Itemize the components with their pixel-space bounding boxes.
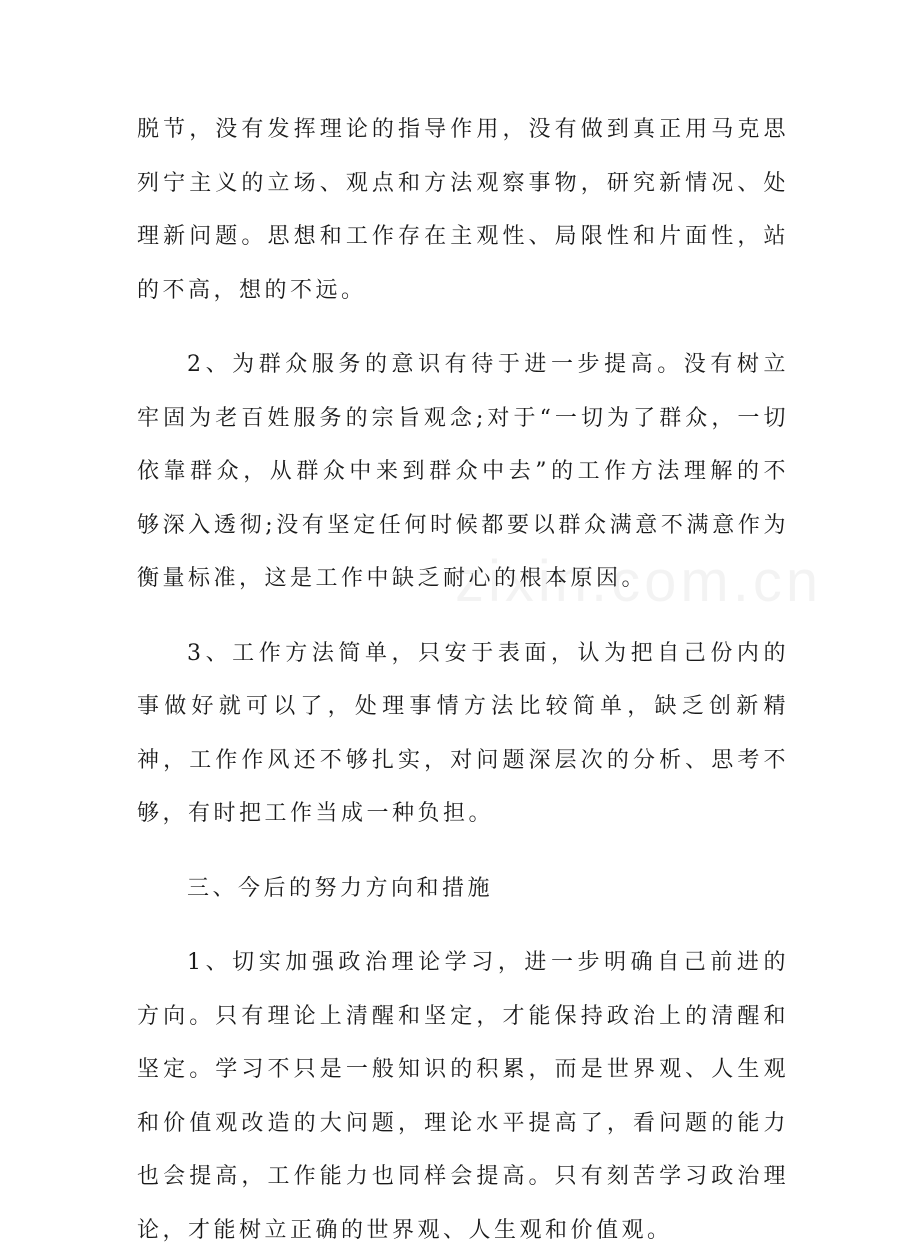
paragraph-point-2: 2、为群众服务的意识有待于进一步提高。没有树立牢固为老百姓服务的宗旨观念;对于“一切为了群众，一切依靠群众，从群众中来到群众中去”的工作方法理解的不够深入透彻;没有坚定任何时候都要以群众满意不满意作为衡量标准，这是工作中缺乏耐心的根本原因。 [137,352,789,591]
paragraph-point-3: 3、工作方法简单，只安于表面，认为把自己份内的事做好就可以了，处理事情方法比较简单，缺乏创新精神，工作作风还不够扎实，对问题深层次的分析、思考不够，有时把工作当成一种负担。 [137,640,789,826]
section-heading: 三、今后的努力方向和措施 [187,875,494,901]
paragraph-continuation: 脱节，没有发挥理论的指导作用，没有做到真正用马克思列宁主义的立场、观点和方法观察事物，研究新情况、处理新问题。思想和工作存在主观性、局限性和片面性，站的不高，想的不远。 [137,117,789,303]
document-body [137,103,789,1257]
paragraph-measure-1: 1、切实加强政治理论学习，进一步明确自己前进的方向。只有理论上清醒和坚定，才能保持政治上的清醒和坚定。学习不只是一般知识的积累，而是世界观、人生观和价值观改造的大问题，理论水平提高了，看问题的能力也会提高，工作能力也同样会提高。只有刻苦学习政治理论，才能树立正确的世界观、人生观和价值观。 [137,950,789,1243]
